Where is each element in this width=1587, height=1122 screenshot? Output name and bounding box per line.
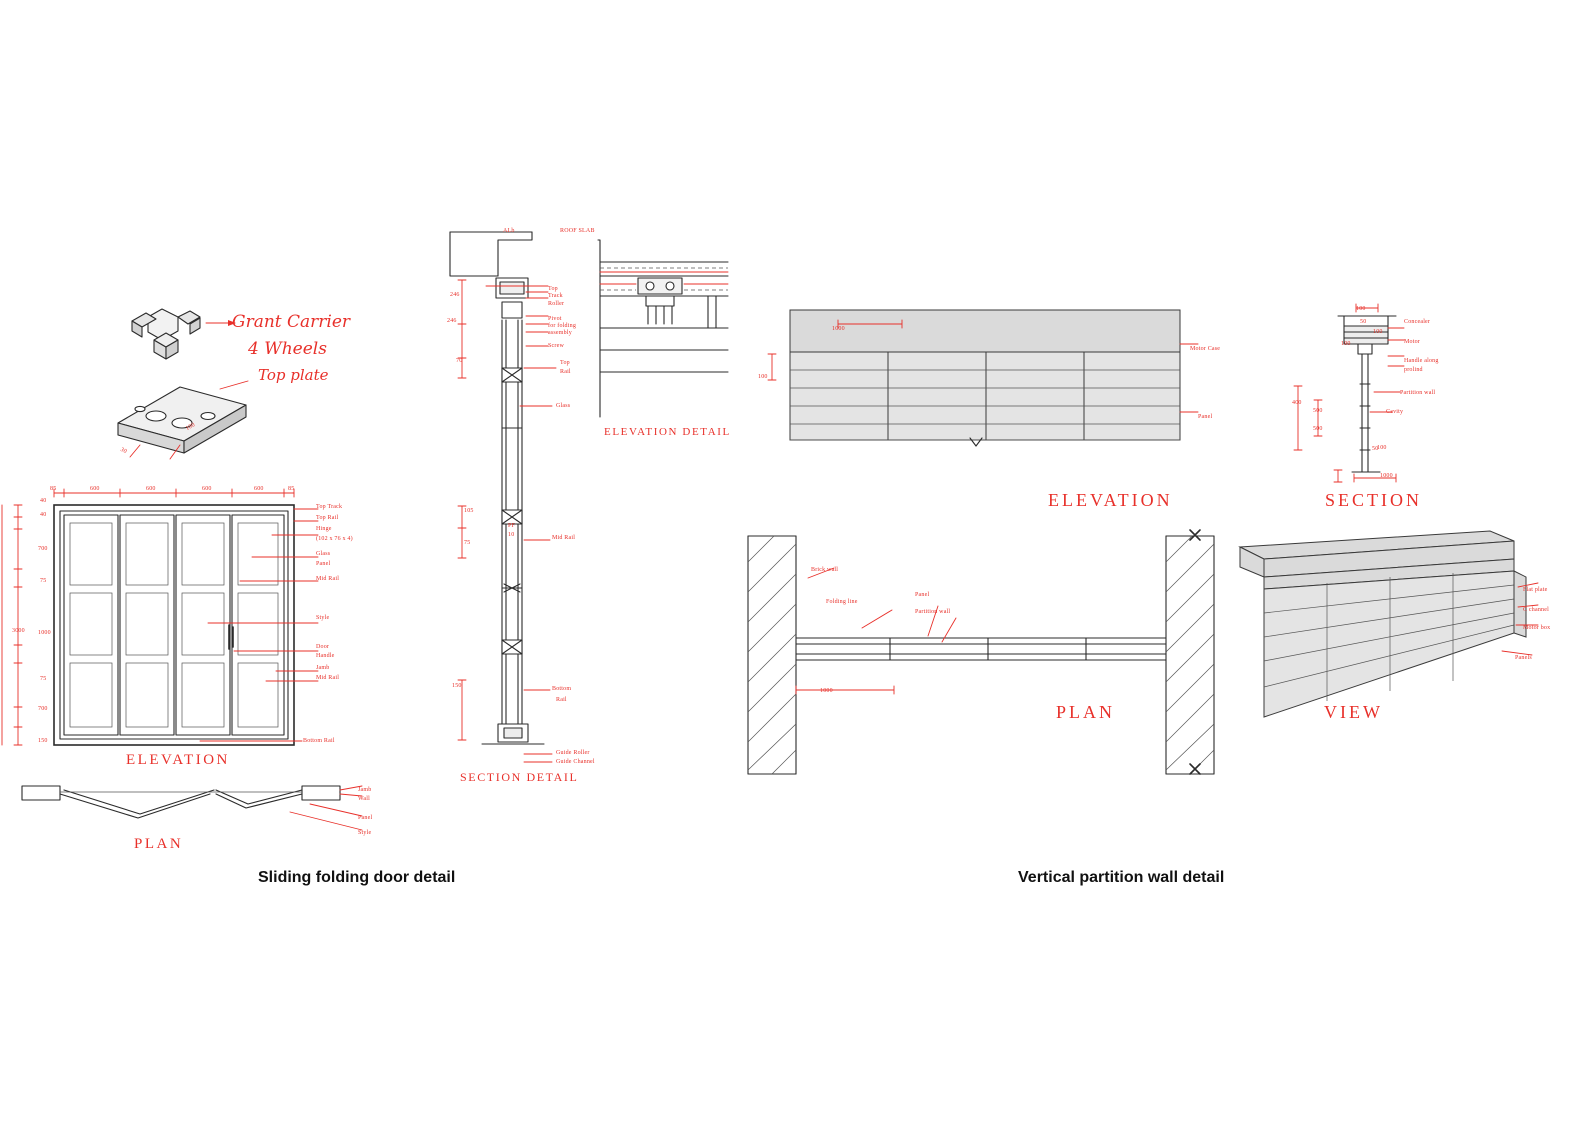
sec-callout-roller: Roller bbox=[548, 301, 565, 307]
dim-section-r-5: 500 bbox=[1313, 408, 1323, 414]
dim-section-r-8: 1000 bbox=[1380, 473, 1393, 479]
sec-callout-toprail-1: Top bbox=[560, 360, 570, 366]
callout-hinge-size: (102 x 76 x 4) bbox=[316, 536, 353, 542]
label-view-right: VIEW bbox=[1324, 702, 1383, 722]
note-grant-carrier: Grant Carrier bbox=[232, 312, 351, 332]
dim-section-3: 105 bbox=[464, 508, 474, 514]
dim-elev-top-5: 85 bbox=[288, 486, 295, 492]
sec-callout-pivot: Pivot bbox=[548, 316, 562, 322]
callout-motor-case: Motor Case bbox=[1190, 346, 1221, 352]
partition-elevation bbox=[790, 310, 1190, 450]
dim-elev-side-6: 700 bbox=[38, 706, 48, 712]
view-callout-motor-box: Motor box bbox=[1523, 625, 1551, 631]
label-elevation-left: ELEVATION bbox=[126, 752, 230, 768]
dim-elev-side-3: 75 bbox=[40, 578, 47, 584]
dim-elev-top-2: 600 bbox=[146, 486, 156, 492]
plan-callout-folding-line: Folding line bbox=[826, 599, 858, 605]
sec-callout-toprail-2: Rail bbox=[560, 369, 571, 375]
section-detail bbox=[440, 228, 600, 768]
dim-section-2: 70 bbox=[456, 358, 463, 364]
dim-elev-side-0: 40 bbox=[40, 498, 47, 504]
sec-callout-bottomrail: Rail bbox=[556, 697, 567, 703]
dim-elev-top-4: 600 bbox=[254, 486, 264, 492]
dim-elev-top-1: 600 bbox=[90, 486, 100, 492]
dim-elev-overall: 3000 bbox=[12, 628, 25, 634]
callout-door: Door bbox=[316, 644, 330, 650]
plan-callout-panel: Panel bbox=[358, 815, 373, 821]
dim-section-r-1: 50 bbox=[1360, 319, 1367, 325]
caption-right: Vertical partition wall detail bbox=[1018, 869, 1225, 886]
callout-bottom-rail: Bottom Rail bbox=[303, 738, 335, 744]
dim-section-r-0: 100 bbox=[1356, 306, 1366, 312]
dim-partition-1000: 1000 bbox=[832, 326, 845, 332]
callout-section-100: 100 bbox=[1377, 445, 1387, 451]
plan-callout-panel: Panel bbox=[915, 592, 930, 598]
note-4-wheels: 4 Wheels bbox=[248, 339, 327, 359]
callout-prolind: prolind bbox=[1404, 367, 1423, 373]
dim-elev-top-3: 600 bbox=[202, 486, 212, 492]
view-callout-c-channel: C channel bbox=[1523, 607, 1549, 613]
dim-section-inner-1: 10 bbox=[508, 532, 515, 538]
plan-callout-wall: Wall bbox=[358, 796, 370, 802]
callout-motor: Motor bbox=[1404, 339, 1420, 345]
sec-callout-top: Top bbox=[548, 286, 558, 292]
label-plan-left: PLAN bbox=[134, 836, 184, 852]
dim-section-4: 75 bbox=[464, 540, 471, 546]
callout-jamb: Jamb bbox=[316, 665, 330, 671]
dim-section-roofslab: ROOF SLAB bbox=[560, 228, 595, 234]
dim-elev-side-1: 40 bbox=[40, 512, 47, 518]
plan-dim-1000: 1000 bbox=[820, 688, 833, 694]
sec-callout-screw: Screw bbox=[548, 343, 564, 349]
label-section-right: SECTION bbox=[1325, 490, 1422, 510]
callout-concealer: Concealer bbox=[1404, 319, 1431, 325]
callout-top-track: Top Track bbox=[316, 504, 343, 510]
callout-glass: Glass bbox=[316, 551, 331, 557]
label-plan-right: PLAN bbox=[1056, 702, 1116, 722]
plan-callout-partition-wall: Partition wall bbox=[915, 609, 951, 615]
callout-panel: Panel bbox=[316, 561, 331, 567]
dim-iso-100: 100 bbox=[184, 422, 197, 432]
dim-elev-side-5: 75 bbox=[40, 676, 47, 682]
dim-section-alb: ALb bbox=[503, 228, 515, 234]
dim-elev-side-2: 700 bbox=[38, 546, 48, 552]
carrier-isometric bbox=[110, 295, 250, 455]
callout-handle: Handle bbox=[316, 653, 335, 659]
label-elevation-right: ELEVATION bbox=[1048, 490, 1173, 510]
label-section-detail: SECTION DETAIL bbox=[460, 770, 579, 784]
dim-elev-side-7: 150 bbox=[38, 738, 48, 744]
dim-section-1: 246 bbox=[447, 318, 457, 324]
dim-section-r-3: 100 bbox=[1341, 341, 1351, 347]
view-callout-flat-plate: Flat plate bbox=[1523, 587, 1548, 593]
sec-callout-midrail: Mid Rail bbox=[552, 535, 576, 541]
door-elevation bbox=[40, 495, 320, 765]
dim-section-r-7: 50 bbox=[1372, 446, 1379, 452]
sec-callout-bottom: Bottom bbox=[552, 686, 572, 692]
label-elevation-detail: ELEVATION DETAIL bbox=[604, 426, 731, 438]
callout-top-rail: Top Rail bbox=[316, 515, 339, 521]
sec-callout-guide-channel: Guide Channel bbox=[556, 759, 595, 765]
callout-style: Style bbox=[316, 615, 330, 621]
callout-partition-panel: Panel bbox=[1198, 414, 1213, 420]
note-top-plate: Top plate bbox=[258, 366, 329, 384]
callout-mid-rail-upper: Mid Rail bbox=[316, 576, 340, 582]
callout-handle-along: Handle along bbox=[1404, 358, 1439, 364]
callout-mid-rail-lower: Mid Rail bbox=[316, 675, 340, 681]
dim-elev-side-4: 1000 bbox=[38, 630, 51, 636]
sec-callout-track: Track bbox=[548, 293, 563, 299]
plan-callout-brick-wall: Brick wall bbox=[811, 567, 839, 573]
sec-callout-assembly: assembly bbox=[548, 330, 572, 336]
dim-section-5: 150 bbox=[452, 683, 462, 689]
caption-left: Sliding folding door detail bbox=[258, 869, 456, 886]
elevation-detail bbox=[598, 232, 728, 422]
plan-callout-jamb: Jamb bbox=[358, 787, 372, 793]
callout-hinge: Hinge bbox=[316, 526, 332, 532]
dim-section-inner-0: PF bbox=[508, 523, 516, 529]
dim-section-r-2: 100 bbox=[1373, 329, 1383, 335]
sec-callout-glass: Glass bbox=[556, 403, 571, 409]
dim-section-r-6: 500 bbox=[1313, 426, 1323, 432]
dim-partition-100: 100 bbox=[758, 374, 768, 380]
dim-section-r-4: 400 bbox=[1292, 400, 1302, 406]
plan-callout-style: Style bbox=[358, 830, 372, 836]
dim-elev-top-0: 85 bbox=[50, 486, 57, 492]
view-callout-panels: Panels bbox=[1515, 655, 1532, 661]
dim-section-0: 246 bbox=[450, 292, 460, 298]
sec-callout-guide-roller: Guide Roller bbox=[556, 750, 590, 756]
callout-partition-wall: Partition wall bbox=[1400, 390, 1436, 396]
callout-cavity: Cavity bbox=[1386, 409, 1404, 415]
sec-callout-forfolding: for folding bbox=[548, 323, 577, 329]
dim-iso-30: 30 bbox=[119, 446, 128, 456]
